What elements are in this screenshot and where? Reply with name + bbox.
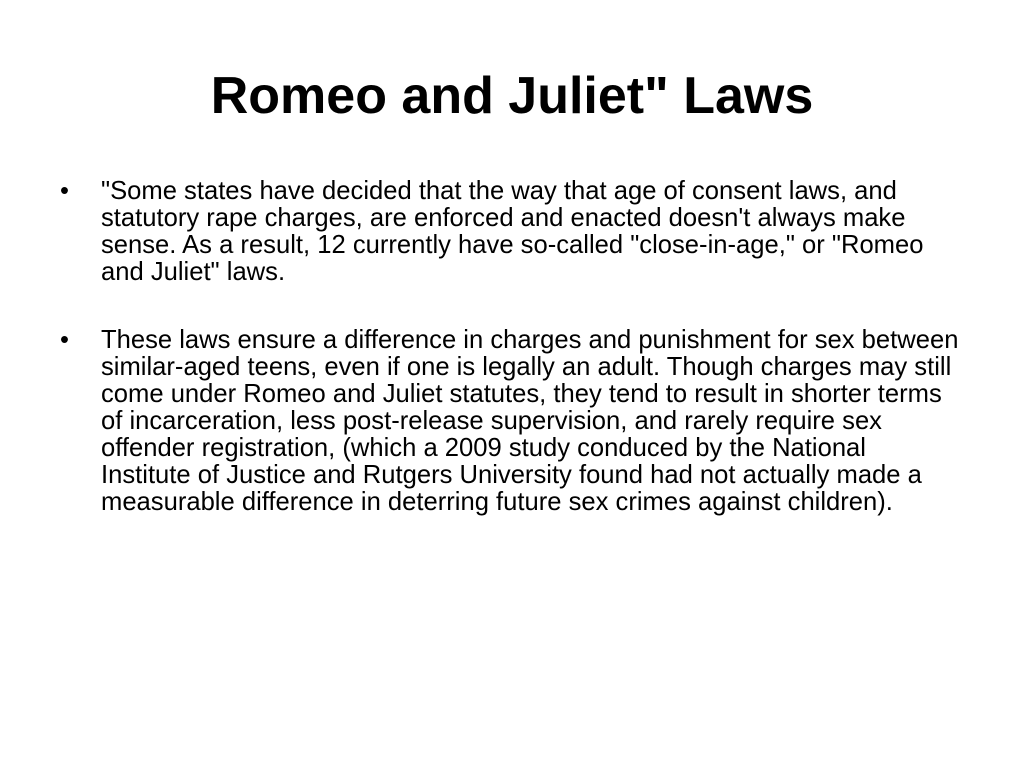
bullet-list xyxy=(60,178,960,516)
bullet-text: "Some states have decided that the way that age of consent laws, and statutory rape charges, are enforced and enacted doesn't always make sense. As a result, 12 currently have so-called "close-in-age," or "Romeo and Juliet" laws. xyxy=(101,177,924,286)
bullet-item xyxy=(60,327,960,516)
bullet-icon: • xyxy=(60,326,69,354)
bullet-text: These laws ensure a difference in charges and punishment for sex between similar-aged teens, even if one is legally an adult. Though charges may still come under Romeo and Juliet statutes, they tend to result in shorter terms of incarceration, less post-release supervision, and rarely require sex offender registration, (which a 2009 study conduced by the National Institute of Justice and Rutgers University found had not actually made a measurable difference in deterring future sex crimes against children). xyxy=(101,326,959,516)
bullet-icon: • xyxy=(60,177,69,205)
bullet-item xyxy=(60,178,960,286)
slide-title: Romeo and Juliet" Laws xyxy=(210,67,814,125)
